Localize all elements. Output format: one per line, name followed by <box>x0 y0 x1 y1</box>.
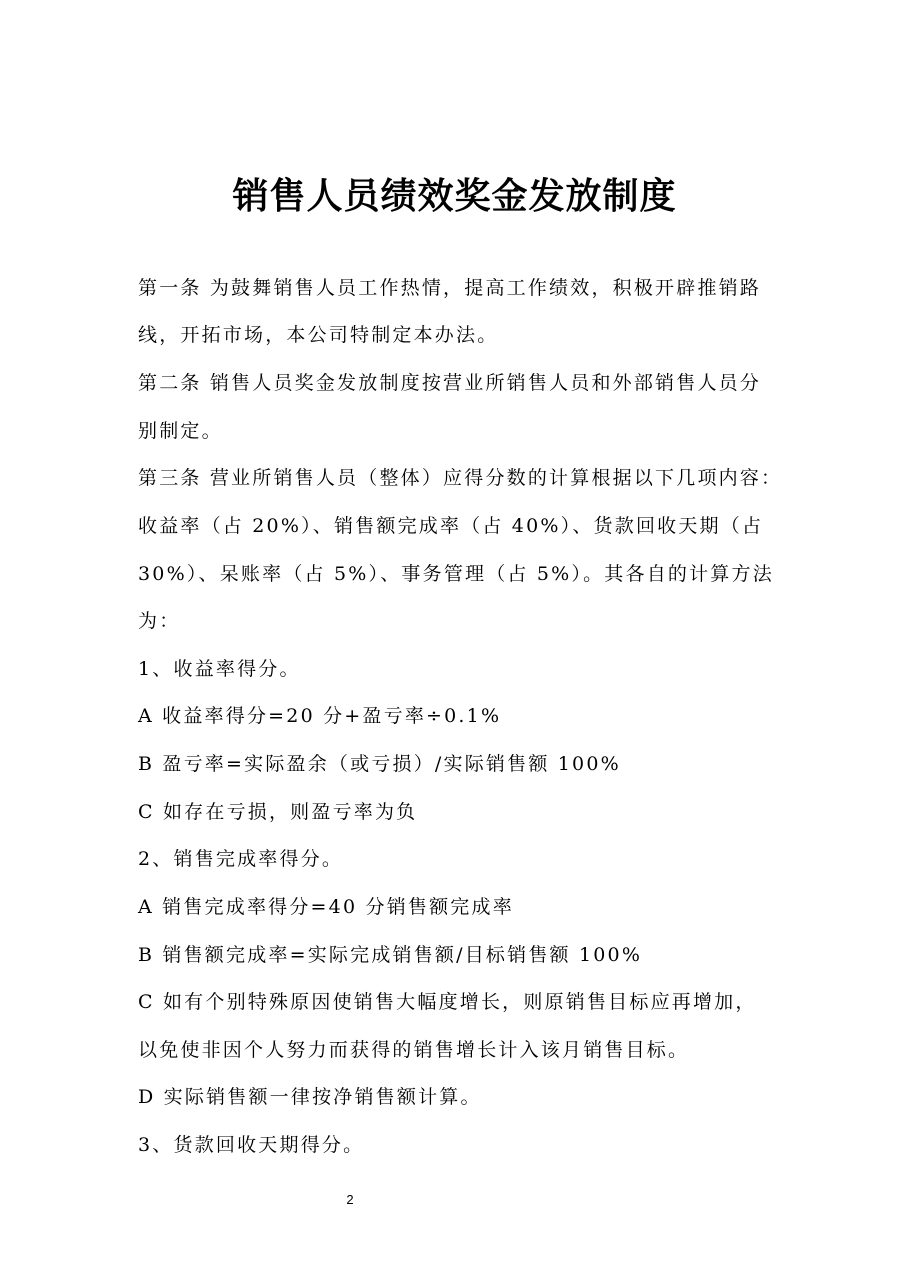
paragraph-line: 30%）、呆账率（占 5%）、事务管理（占 5%）。其各自的计算方法 <box>138 563 774 585</box>
paragraph-line: A 收益率得分=20 分+盈亏率÷0.1% <box>138 705 502 727</box>
paragraph-line: D 实际销售额一律按净销售额计算。 <box>138 1086 482 1108</box>
paragraph-line: 3、货款回收天期得分。 <box>138 1134 365 1156</box>
paragraph-line: 为： <box>138 610 181 632</box>
paragraph-line: C 如存在亏损，则盈亏率为负 <box>138 801 418 823</box>
document-title: 销售人员绩效奖金发放制度 <box>232 176 677 217</box>
paragraph-line: 第三条 营业所销售人员（整体）应得分数的计算根据以下几项内容： <box>138 467 783 489</box>
paragraph-line: 2、销售完成率得分。 <box>138 848 344 870</box>
paragraph-line: 别制定。 <box>138 420 223 442</box>
paragraph-line: 第二条 销售人员奖金发放制度按营业所销售人员和外部销售人员分 <box>138 372 762 394</box>
paragraph-line: 1、收益率得分。 <box>138 658 301 680</box>
paragraph-line: B 盈亏率=实际盈余（或亏损）/实际销售额 100% <box>138 753 621 775</box>
paragraph-line: B 销售额完成率=实际完成销售额/目标销售额 100% <box>138 944 643 966</box>
paragraph-line: A 销售完成率得分=40 分销售额完成率 <box>138 896 514 918</box>
page-number: 2 <box>346 1192 354 1207</box>
paragraph-line: 以免使非因个人努力而获得的销售增长计入该月销售目标。 <box>138 1039 690 1061</box>
paragraph-line: 收益率（占 20%）、销售额完成率（占 40%）、货款回收天期（占 <box>138 515 764 537</box>
paragraph-line: 线，开拓市场，本公司特制定本办法。 <box>138 324 499 346</box>
paragraph-line: C 如有个别特殊原因使销售大幅度增长，则原销售目标应再增加， <box>138 991 757 1013</box>
paragraph-line: 第一条 为鼓舞销售人员工作热情，提高工作绩效，积极开辟推销路 <box>138 277 762 299</box>
